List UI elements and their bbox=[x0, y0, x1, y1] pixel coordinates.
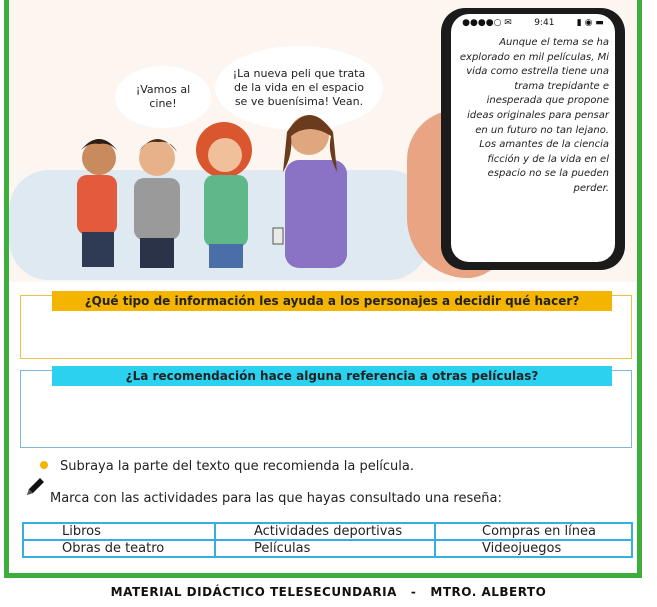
activity-shopping[interactable]: Compras en línea bbox=[435, 523, 632, 540]
character-girl-redhair bbox=[196, 122, 252, 268]
phone-screen bbox=[451, 14, 615, 262]
question-2-text: ¿La recomendación hace alguna referencia a otras películas? bbox=[125, 369, 539, 383]
table-row bbox=[23, 540, 632, 557]
character-girl-purple bbox=[273, 115, 347, 268]
activity-books[interactable]: Libros bbox=[23, 523, 215, 540]
battery-icon: ▮ ◉ ▬ bbox=[576, 18, 604, 28]
activity-sports[interactable]: Actividades deportivas bbox=[215, 523, 435, 540]
footer-credit: MATERIAL DIDÁCTICO TELESECUNDARIA - MTRO. ALBERTO bbox=[110, 585, 547, 599]
question-1-label bbox=[52, 291, 612, 311]
instruction-underline: Subraya la parte del texto que recomienda la película. bbox=[60, 459, 415, 474]
phone-status-bar bbox=[451, 18, 615, 28]
signal-dots-icon: ●●●●○ ✉ bbox=[462, 18, 512, 28]
character-boy-left bbox=[77, 139, 117, 267]
activity-videogames[interactable]: Videojuegos bbox=[435, 540, 632, 557]
smartphone bbox=[441, 8, 625, 270]
characters-illustration bbox=[9, 0, 389, 282]
activity-movies[interactable]: Películas bbox=[215, 540, 435, 557]
bubble-left-text: ¡Vamos al cine! bbox=[135, 83, 191, 110]
activities-table bbox=[22, 522, 633, 558]
character-boy-grey bbox=[134, 139, 180, 268]
instruction-mark: Marca con las actividades para las que hayas consultado una reseña: bbox=[50, 491, 502, 506]
activity-theater[interactable]: Obras de teatro bbox=[23, 540, 215, 557]
table-row bbox=[23, 523, 632, 540]
question-1-text: ¿Qué tipo de información les ayuda a los personajes a decidir qué hacer? bbox=[84, 294, 580, 308]
bullet-icon bbox=[40, 461, 48, 469]
bubble-center-text: ¡La nueva peli que trata de la vida en el espacio se ve buenísima! Vean. bbox=[232, 67, 366, 108]
illustration bbox=[9, 0, 637, 282]
phone-time: 9:41 bbox=[534, 18, 555, 28]
pencil-icon bbox=[24, 476, 46, 498]
question-2-label bbox=[52, 366, 612, 386]
phone-review-text: Aunque el tema se ha explorado en mil películas, Mi vida como estrella tiene una trama trepidante e inesperada que propone ideas originales para pensar en un futuro no tan lejano. Los amantes de la ciencia ficción y de la vida en el espacio no se la pueden perder. bbox=[459, 37, 609, 194]
